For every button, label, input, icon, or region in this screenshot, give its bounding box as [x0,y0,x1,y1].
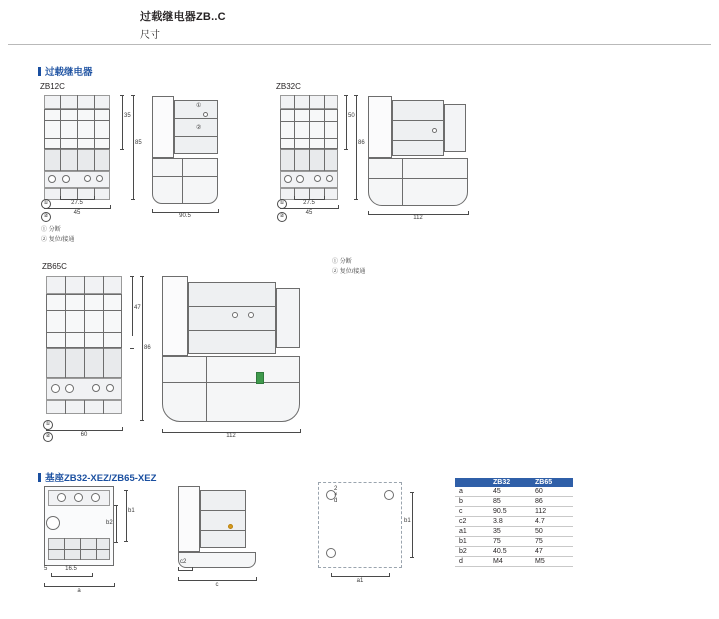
section-heading-relays: 过载继电器 [38,64,93,78]
table-row [455,547,573,557]
table-header-cell-2: ZB65 [531,478,573,487]
table-row [455,557,573,567]
cell-zb65: 4.7 [531,517,573,527]
cell-zb32: 75 [489,537,531,547]
label-two-x-d: 2 × d [334,486,338,504]
dim-zb65c-c: 112 [226,433,236,439]
cell-zb65: 50 [531,527,573,537]
cell-zb65: M5 [531,557,573,567]
cell-zb65: 112 [531,507,573,517]
cell-zb32: 85 [489,497,531,507]
cell-label: c [455,507,489,517]
callout-1-zb65c: ① [43,420,53,430]
table-header-cell-0 [455,478,489,487]
callout-1-zb12c: ① [41,199,51,209]
dim-zb32c-c: 112 [413,215,423,221]
table-row [455,487,573,497]
dim-zb65c-b: 86 [144,345,151,351]
cell-zb32: 3.8 [489,517,531,527]
dim-zb65c-a: 60 [80,432,88,438]
cell-label: a [455,487,489,497]
cell-zb65: 86 [531,497,573,507]
page-root: 过载继电器ZB..C 尺寸 过载继电器 ZB12C 45 27.5 35 85 ① ② ① 分断 ② 复位/接通 ① ② 90.5 ZB32C 45 27.5 50 86 ① ② ① 分断 ② 复位/接通 112 ZB65C 60 47 86 ① ② 112 基座ZB32-XEZ/ZB65-XEZ b1 b2 a 16.5 5 c c2 2 × d b1 a1 ZB32 ZB65 a 45 60 b 85 86 c 90.5 112 c2 3.8 4.7 a1 35 50 b1 75 75 b2 40.5 47 d M4 M5 [0,0,719,619]
cell-label: b1 [455,537,489,547]
legend-item-2-zb12c: ② 复位/接通 [41,237,75,243]
model-label-zb32c: ZB32C [276,82,301,91]
callout-1-zb32c: ① [277,199,287,209]
cell-zb65: 47 [531,547,573,557]
table-row [455,497,573,507]
dim-zb12c-a: 45 [73,210,81,216]
dim-zb65c-b-upper: 47 [134,305,141,311]
cell-label: b2 [455,547,489,557]
table-row [455,527,573,537]
table-header-row [455,478,573,487]
cell-label: a1 [455,527,489,537]
dim-base-16_5: 16.5 [65,566,77,572]
callout-2-zb32c: ② [277,212,287,222]
dim-base-a: a [77,588,81,594]
cell-label: c2 [455,517,489,527]
dim-zb12c-a1: 27.5 [71,200,83,206]
cell-zb32: 35 [489,527,531,537]
callout-2-zb65c: ② [43,432,53,442]
table-row [455,537,573,547]
table-row [455,517,573,527]
legend-item-1-zb12c: ① 分断 [41,227,61,233]
model-label-zb12c: ZB12C [40,82,65,91]
dim-zb12c-b: 85 [135,140,142,146]
cell-zb65: 75 [531,537,573,547]
cell-zb65: 60 [531,487,573,497]
dim-zb32c-b-upper: 50 [348,113,355,119]
dim-base-c2: c2 [180,559,187,565]
cell-zb32: M4 [489,557,531,567]
accent-bar-icon-2 [38,473,41,482]
legend-item-1-zb32c: ① 分断 [332,259,352,265]
dim-hole-a1: a1 [356,578,364,584]
accent-bar-icon [38,67,41,76]
dim-base-c: c [215,582,219,588]
dimension-table [455,478,573,567]
cell-label: b [455,497,489,507]
table-header-cell-1: ZB32 [489,478,531,487]
section-heading-base: 基座ZB32-XEZ/ZB65-XEZ [38,470,156,484]
cell-zb32: 90.5 [489,507,531,517]
callout-2-zb12c: ② [41,212,51,222]
table-row [455,507,573,517]
cell-label: d [455,557,489,567]
model-label-zb65c: ZB65C [42,262,67,271]
header-divider [8,44,711,45]
dim-hole-b1: b1 [404,518,411,524]
dim-base-5: 5 [44,566,48,572]
dim-base-b1: b1 [128,508,135,514]
page-title: 过载继电器ZB..C [140,11,226,23]
dim-zb32c-a: 45 [305,210,313,216]
legend-item-2-zb32c: ② 复位/接通 [332,269,366,275]
dim-zb12c-c: 90.5 [179,213,191,219]
page-subtitle: 尺寸 [140,30,160,41]
cell-zb32: 40.5 [489,547,531,557]
dim-base-b2: b2 [106,520,113,526]
dim-zb32c-a1: 27.5 [303,200,315,206]
dim-zb32c-b: 86 [358,140,365,146]
dim-zb12c-b-upper: 35 [124,113,131,119]
cell-zb32: 45 [489,487,531,497]
